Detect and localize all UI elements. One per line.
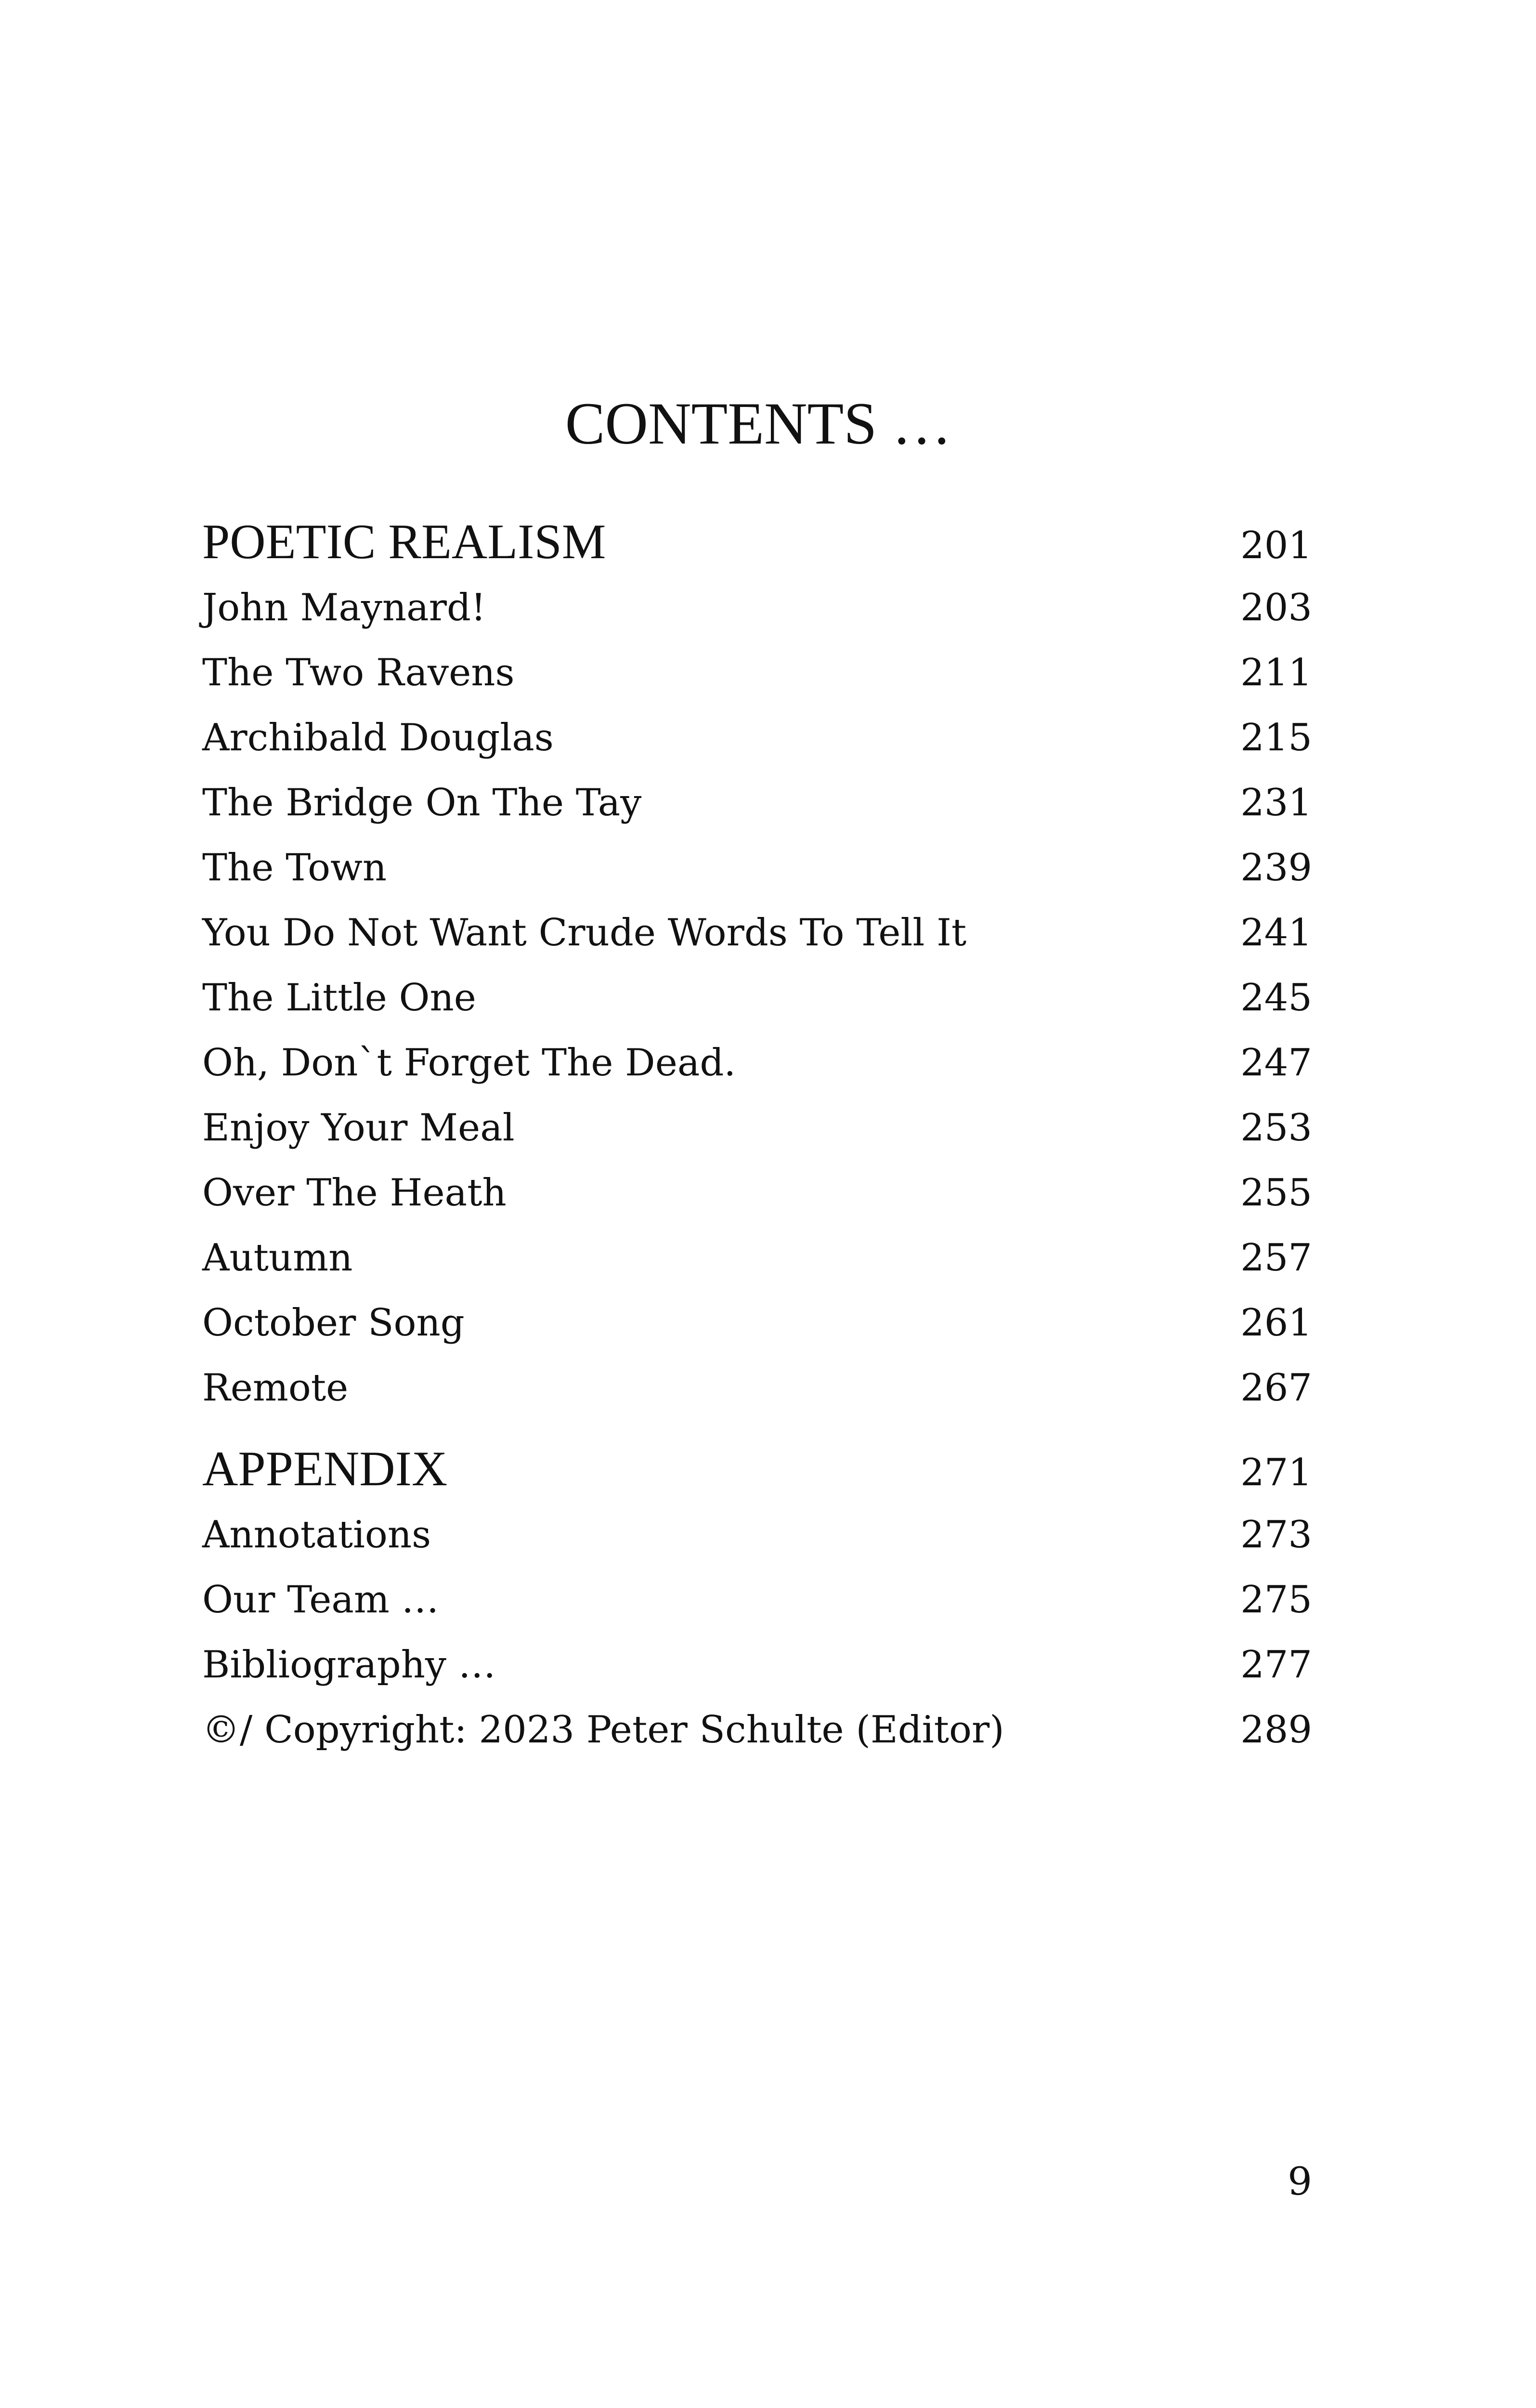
toc-entry[interactable] bbox=[202, 1633, 1312, 1698]
toc-entry[interactable] bbox=[202, 576, 1312, 641]
toc-entry-page: 255 bbox=[1240, 1171, 1312, 1215]
toc-entry-page: 261 bbox=[1240, 1301, 1312, 1345]
toc-entry[interactable] bbox=[202, 706, 1312, 771]
section-heading-page: 271 bbox=[1240, 1451, 1312, 1494]
toc-entry-title: Archibald Douglas bbox=[202, 716, 554, 759]
toc-entry-title: Over The Heath bbox=[202, 1171, 507, 1215]
section-heading-label: POETIC REALISM bbox=[202, 514, 606, 569]
toc-entry[interactable] bbox=[202, 1503, 1312, 1568]
toc-entry[interactable] bbox=[202, 641, 1312, 706]
toc-entry[interactable] bbox=[202, 1698, 1312, 1763]
section-heading-appendix[interactable] bbox=[202, 1435, 1312, 1503]
section-spacer bbox=[202, 1421, 1312, 1435]
toc-entry[interactable] bbox=[202, 901, 1312, 966]
toc-entry-page: 247 bbox=[1240, 1041, 1312, 1085]
toc-entry[interactable] bbox=[202, 1291, 1312, 1356]
toc-entry[interactable] bbox=[202, 1356, 1312, 1421]
toc-entry-title: Oh, Don`t Forget The Dead. bbox=[202, 1041, 736, 1085]
toc-entry[interactable] bbox=[202, 966, 1312, 1031]
toc-entry[interactable] bbox=[202, 836, 1312, 901]
toc-entry-title: John Maynard! bbox=[202, 586, 486, 629]
section-heading-poetic-realism[interactable] bbox=[202, 508, 1312, 576]
toc-entry-title: Autumn bbox=[202, 1236, 353, 1280]
table-of-contents bbox=[202, 508, 1312, 1763]
toc-entry[interactable] bbox=[202, 1161, 1312, 1226]
toc-entry-title: Our Team … bbox=[202, 1578, 439, 1622]
toc-entry-page: 253 bbox=[1240, 1106, 1312, 1150]
toc-entry-page: 215 bbox=[1240, 716, 1312, 759]
toc-entry-title: Remote bbox=[202, 1366, 349, 1410]
page-title: CONTENTS … bbox=[565, 391, 952, 457]
toc-entry[interactable] bbox=[202, 1226, 1312, 1291]
toc-entry-title: ©/ Copyright: 2023 Peter Schulte (Editor) bbox=[202, 1708, 1004, 1752]
toc-entry-title: The Little One bbox=[202, 976, 476, 1020]
toc-entry[interactable] bbox=[202, 1031, 1312, 1096]
toc-entry-page: 211 bbox=[1240, 651, 1312, 694]
toc-entry-page: 257 bbox=[1240, 1236, 1312, 1280]
toc-entry-title: Annotations bbox=[202, 1513, 431, 1557]
toc-entry-page: 277 bbox=[1240, 1643, 1312, 1687]
toc-entry-page: 273 bbox=[1240, 1513, 1312, 1557]
toc-entry-page: 231 bbox=[1240, 781, 1312, 824]
toc-entry-page: 245 bbox=[1240, 976, 1312, 1020]
toc-entry[interactable] bbox=[202, 1568, 1312, 1633]
page-number: 9 bbox=[1288, 2159, 1312, 2204]
toc-entry-page: 241 bbox=[1240, 911, 1312, 955]
section-heading-page: 201 bbox=[1240, 524, 1312, 567]
toc-entry-page: 289 bbox=[1240, 1708, 1312, 1752]
toc-entry-page: 203 bbox=[1240, 586, 1312, 629]
section-heading-label: APPENDIX bbox=[202, 1441, 448, 1496]
toc-entry-page: 275 bbox=[1240, 1578, 1312, 1622]
toc-entry-title: October Song bbox=[202, 1301, 465, 1345]
toc-entry-title: Enjoy Your Meal bbox=[202, 1106, 515, 1150]
toc-entry-page: 239 bbox=[1240, 846, 1312, 890]
toc-entry-title: The Bridge On The Tay bbox=[202, 781, 642, 824]
toc-entry-title: You Do Not Want Crude Words To Tell It bbox=[202, 911, 967, 955]
toc-entry-title: Bibliography … bbox=[202, 1643, 496, 1687]
toc-entry-page: 267 bbox=[1240, 1366, 1312, 1410]
toc-entry-title: The Town bbox=[202, 846, 387, 890]
toc-entry[interactable] bbox=[202, 771, 1312, 836]
toc-entry-title: The Two Ravens bbox=[202, 651, 515, 694]
toc-entry[interactable] bbox=[202, 1096, 1312, 1161]
